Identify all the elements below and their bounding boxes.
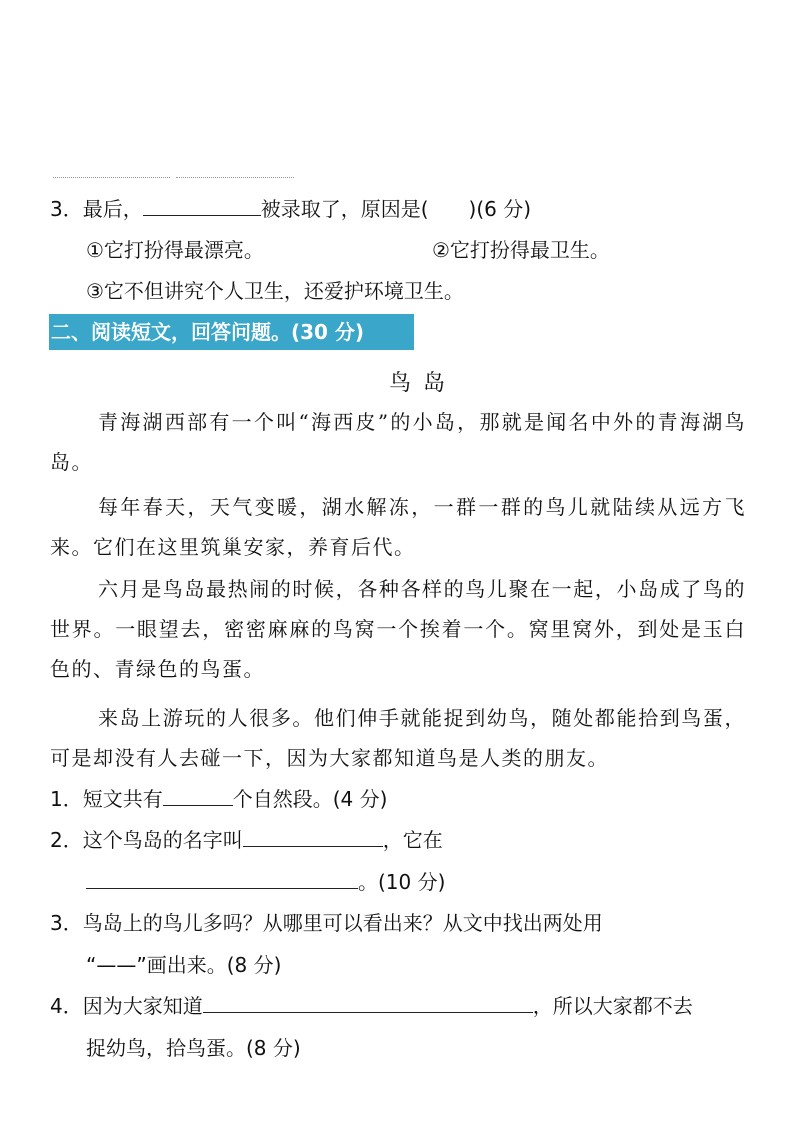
q2-blank-name[interactable] — [243, 828, 383, 847]
q4-blank[interactable] — [203, 994, 533, 1013]
question-4 — [50, 993, 693, 1019]
q2-line2-after: 。(10 分) — [358, 870, 446, 894]
q3-top-stem — [50, 196, 531, 222]
q1-after: 个自然段。(4 分) — [232, 787, 388, 811]
q2-after: ，它在 — [382, 828, 443, 852]
q3-top-before: 最后， — [82, 197, 143, 221]
q4-before: 因为大家知道 — [82, 994, 203, 1018]
q1-number: 1． — [50, 787, 83, 811]
q3-top-option-2[interactable]: ②它打扮得最卫生。 — [432, 238, 610, 262]
q4-line2: 捉幼鸟，拾鸟蛋。(8 分) — [86, 1036, 301, 1060]
question-1 — [50, 786, 387, 812]
q1-before: 短文共有 — [82, 787, 163, 811]
cropped-line-right — [176, 177, 294, 178]
q4-number: 4． — [50, 994, 83, 1018]
question-2-line2 — [86, 869, 445, 895]
q4-after: ，所以大家都不去 — [532, 994, 693, 1018]
q3-top-blank[interactable] — [143, 197, 261, 216]
cropped-line-left — [53, 177, 170, 178]
q3-top-option-1[interactable]: ①它打扮得最漂亮。 — [86, 238, 264, 262]
q3-top-options-row1 — [86, 237, 610, 263]
q3-line2: “——”画出来。(8 分) — [86, 953, 282, 977]
question-3 — [50, 910, 603, 936]
q2-before: 这个鸟岛的名字叫 — [82, 828, 243, 852]
q2-number: 2． — [50, 828, 83, 852]
passage-paragraph-2: 每年春天，天气变暖，湖水解冻，一群一群的鸟儿就陆续从远方飞来。它们在这里筑巢安家，养育后代。 — [50, 495, 746, 559]
passage-paragraph-4: 来岛上游玩的人很多。他们伸手就能捉到幼鸟，随处都能拾到鸟蛋，可是却没有人去碰一下，因为大家都知道鸟是人类的朋友。 — [50, 706, 746, 770]
passage-title: 鸟岛 — [388, 371, 457, 396]
q3-line1: 鸟岛上的鸟儿多吗？从哪里可以看出来？从文中找出两处用 — [82, 911, 603, 935]
passage-paragraph-1: 青海湖西部有一个叫“海西皮”的小岛，那就是闻名中外的青海湖鸟岛。 — [50, 410, 746, 474]
q3-top-option-3[interactable]: ③它不但讲究个人卫生，还爱护环境卫生。 — [86, 279, 464, 303]
q3-top-number: 3． — [50, 197, 83, 221]
question-2 — [50, 827, 443, 853]
q3-top-after: 被录取了，原因是( )(6 分) — [260, 197, 532, 221]
q2-blank-location[interactable] — [86, 870, 358, 889]
q3-number: 3． — [50, 911, 83, 935]
section-heading: 二、阅读短文，回答问题。(30 分) — [49, 314, 414, 350]
q1-blank[interactable] — [163, 787, 233, 806]
passage-paragraph-3: 六月是鸟岛最热闹的时候，各种各样的鸟儿聚在一起，小岛成了鸟的世界。一眼望去，密密麻麻的鸟窝一个挨着一个。窝里窝外，到处是玉白色的、青绿色的鸟蛋。 — [50, 577, 746, 681]
